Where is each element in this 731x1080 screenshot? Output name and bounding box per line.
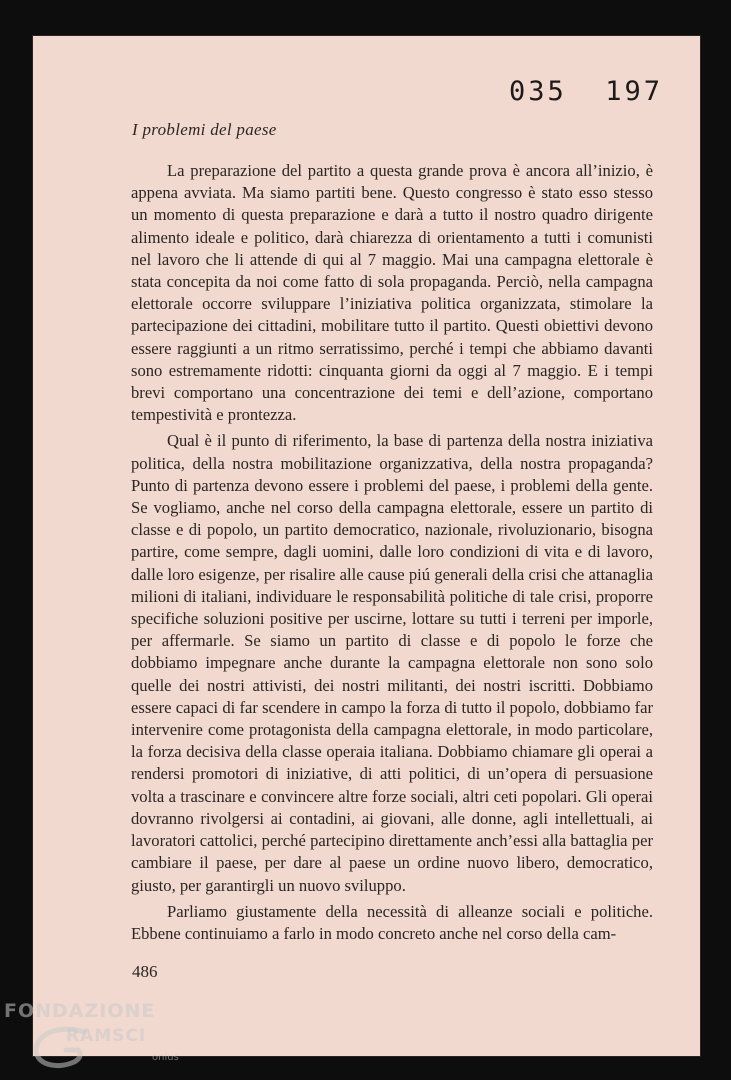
- archive-stamp-number: 035 197: [508, 76, 663, 107]
- body-text: [131, 160, 653, 949]
- watermark-line2: RAMSCI: [66, 1026, 147, 1046]
- watermark-sub: onlus: [152, 1052, 179, 1063]
- running-head: I problemi del paese: [132, 120, 277, 139]
- watermark-line1: FONDAZIONE: [4, 1000, 156, 1022]
- fondazione-gramsci-watermark: [4, 1000, 204, 1072]
- paragraph-2: Qual è il punto di riferimento, la base di partenza della nostra iniziativa politica, della nostra mobilitazione organizzativa, della nostra propaganda? Punto di partenza devono essere i problemi del paese, i problemi della gente. Se vogliamo, anche nel corso della campagna elettorale, essere un partito di classe e di popolo, un partito democratico, nazionale, rivoluzionario, bisogna partire, come sempre, dagli uomini, dalle loro condizioni di vita e di lavoro, dalle loro esigenze, per risalire alle cause piú generali della crisi che attanaglia milioni di italiani, individuare le responsabilità politiche di tale crisi, proporre specifiche soluzioni positive per uscirne, lottare su tutti i terreni per imporle, per affermarle. Se siamo un partito di classe e di popolo le forze che dobbiamo impegnare anche durante la campagna elettorale non sono solo quelle dei nostri attivisti, dei nostri militanti, dei nostri iscritti. Dobbiamo essere capaci di far scendere in campo la forza di tutto il popolo, dobbiamo far intervenire come protagonista della campagna elettorale, in modo particolare, la forza decisiva della classe operaia italiana. Dobbiamo chiamare gli operai a rendersi promotori di iniziative, di atti politici, di un’opera di persuasione volta a trascinare e convincere altre forze sociali, altri ceti popolari. Gli operai dovranno rivolgersi ai contadini, ai giovani, alle donne, agli intellettuali, ai lavoratori cattolici, perché partecipino direttamente anch’essi alla battaglia per cambiare il paese, per dare al paese un ordine nuovo libero, democratico, giusto, per garantirgli un nuovo sviluppo.: [131, 431, 653, 895]
- page-number: 486: [132, 962, 158, 981]
- paragraph-3: Parliamo giustamente della necessità di alleanze sociali e politiche. Ebbene continuiamo a farlo in modo concreto anche nel corso della cam-: [131, 901, 653, 943]
- paragraph-1: La preparazione del partito a questa grande prova è ancora all’inizio, è appena avviata. Ma siamo partiti bene. Questo congresso è stato esso stesso un momento di questa preparazione e darà a tutto il nostro quadro dirigente alimento ideale e politico, darà chiarezza di orientamento a tutti i comunisti nel lavoro che li attende di qui al 7 maggio. Mai una campagna elettorale è stata concepita da noi come fatto di sola propaganda. Perciò, nella campagna elettorale occorre sviluppare l’iniziativa politica organizzata, stimolare la partecipazione dei cittadini, mobilitare tutto il partito. Questi obiettivi devono essere raggiunti a un ritmo serratissimo, perché i tempi che abbiamo davanti sono estremamente ridotti: cinquanta giorni da oggi al 7 maggio. E i tempi brevi comportano una concentrazione dei temi e dell’azione, comportano tempestività e prontezza.: [131, 161, 653, 425]
